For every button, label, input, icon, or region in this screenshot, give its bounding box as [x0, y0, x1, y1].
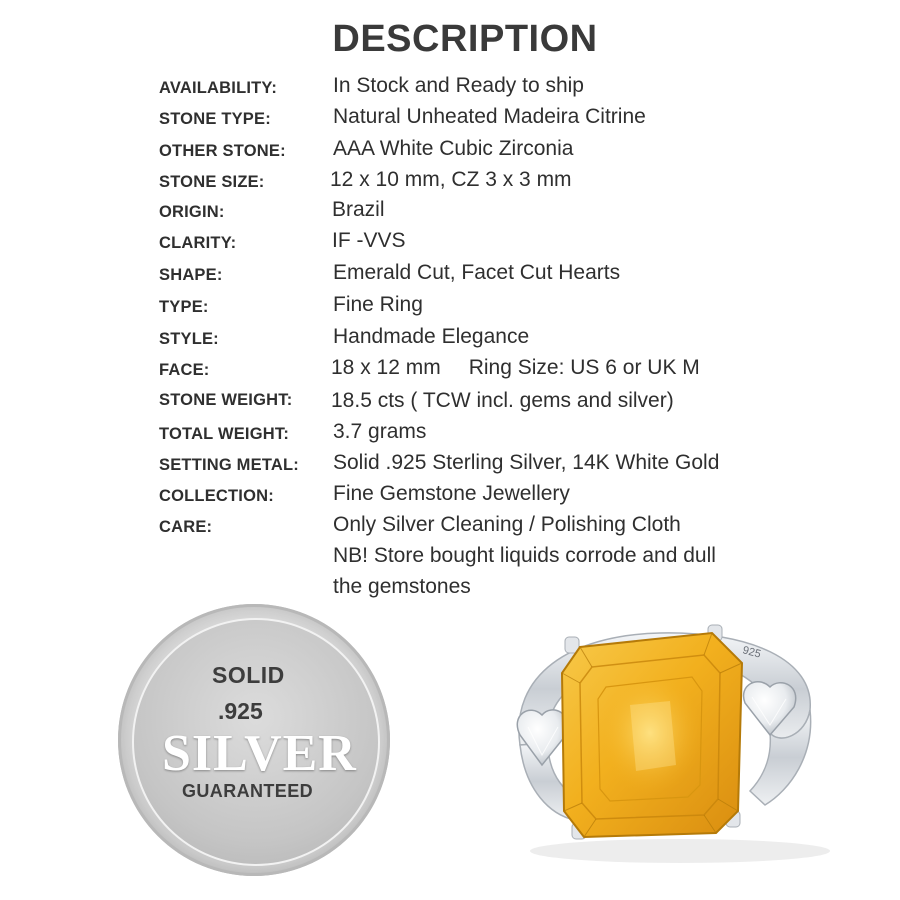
spec-row-shape	[0, 257, 900, 287]
spec-row-setting-metal	[0, 447, 900, 477]
spec-value	[331, 356, 700, 380]
spec-label: STONE SIZE:	[159, 173, 265, 191]
spec-value: Only Silver Cleaning / Polishing Cloth	[333, 513, 681, 536]
face-size: 18 x 12 mm	[331, 356, 441, 379]
spec-value: AAA White Cubic Zirconia	[333, 137, 574, 160]
care-note-line-2	[0, 571, 900, 601]
spec-row-other-stone	[0, 133, 900, 163]
spec-label: OTHER STONE:	[159, 142, 286, 160]
spec-row-origin	[0, 194, 900, 224]
spec-value: 3.7 grams	[333, 420, 427, 443]
seal-text-guaranteed: GUARANTEED	[182, 781, 314, 801]
spec-label: CARE:	[159, 518, 213, 536]
spec-label: STONE TYPE:	[159, 110, 271, 128]
spec-value: Brazil	[332, 198, 385, 221]
spec-row-style	[0, 321, 900, 351]
spec-value: 12 x 10 mm, CZ 3 x 3 mm	[330, 168, 572, 191]
spec-value: Fine Ring	[333, 293, 423, 316]
care-note: the gemstones	[333, 575, 471, 598]
spec-label: FACE:	[159, 361, 210, 379]
care-note: NB! Store bought liquids corrode and dull	[333, 544, 716, 567]
hallmark-text: 925	[741, 644, 763, 661]
spec-value: Solid .925 Sterling Silver, 14K White Gold	[333, 451, 720, 474]
spec-label: TYPE:	[159, 298, 209, 316]
spec-row-face	[0, 352, 900, 382]
care-note-line-1	[0, 540, 900, 570]
spec-row-availability	[0, 70, 900, 100]
citrine-ring-icon	[480, 615, 850, 870]
spec-row-collection	[0, 478, 900, 508]
spec-label: SETTING METAL:	[159, 456, 299, 474]
seal-text-solid: SOLID	[212, 662, 285, 688]
spec-label: STONE WEIGHT:	[159, 391, 293, 409]
spec-row-stone-size	[0, 164, 900, 194]
page-title: DESCRIPTION	[332, 18, 598, 60]
spec-row-care	[0, 509, 900, 539]
spec-label: ORIGIN:	[159, 203, 225, 221]
ring-size: Ring Size: US 6 or UK M	[468, 356, 700, 379]
spec-value: 18.5 cts ( TCW incl. gems and silver)	[331, 389, 674, 412]
spec-value: Emerald Cut, Facet Cut Hearts	[333, 261, 621, 284]
spec-row-stone-weight	[0, 385, 900, 415]
spec-row-stone-type	[0, 101, 900, 131]
spec-value: Fine Gemstone Jewellery	[333, 482, 570, 505]
spec-label: TOTAL WEIGHT:	[159, 425, 290, 443]
spec-label: CLARITY:	[159, 234, 237, 252]
spec-label: STYLE:	[159, 330, 219, 348]
spec-label: AVAILABILITY:	[159, 79, 278, 97]
spec-value: In Stock and Ready to ship	[333, 74, 584, 97]
spec-label: COLLECTION:	[159, 487, 274, 505]
spec-value: Natural Unheated Madeira Citrine	[333, 105, 646, 128]
spec-value: IF -VVS	[332, 229, 406, 252]
seal-text-silver: SILVER	[162, 725, 357, 782]
spec-row-type	[0, 289, 900, 319]
spec-row-clarity	[0, 225, 900, 255]
spec-row-total-weight	[0, 416, 900, 446]
spec-label: SHAPE:	[159, 266, 223, 284]
seal-text-925: .925	[218, 698, 263, 724]
spec-value: Handmade Elegance	[333, 325, 530, 348]
